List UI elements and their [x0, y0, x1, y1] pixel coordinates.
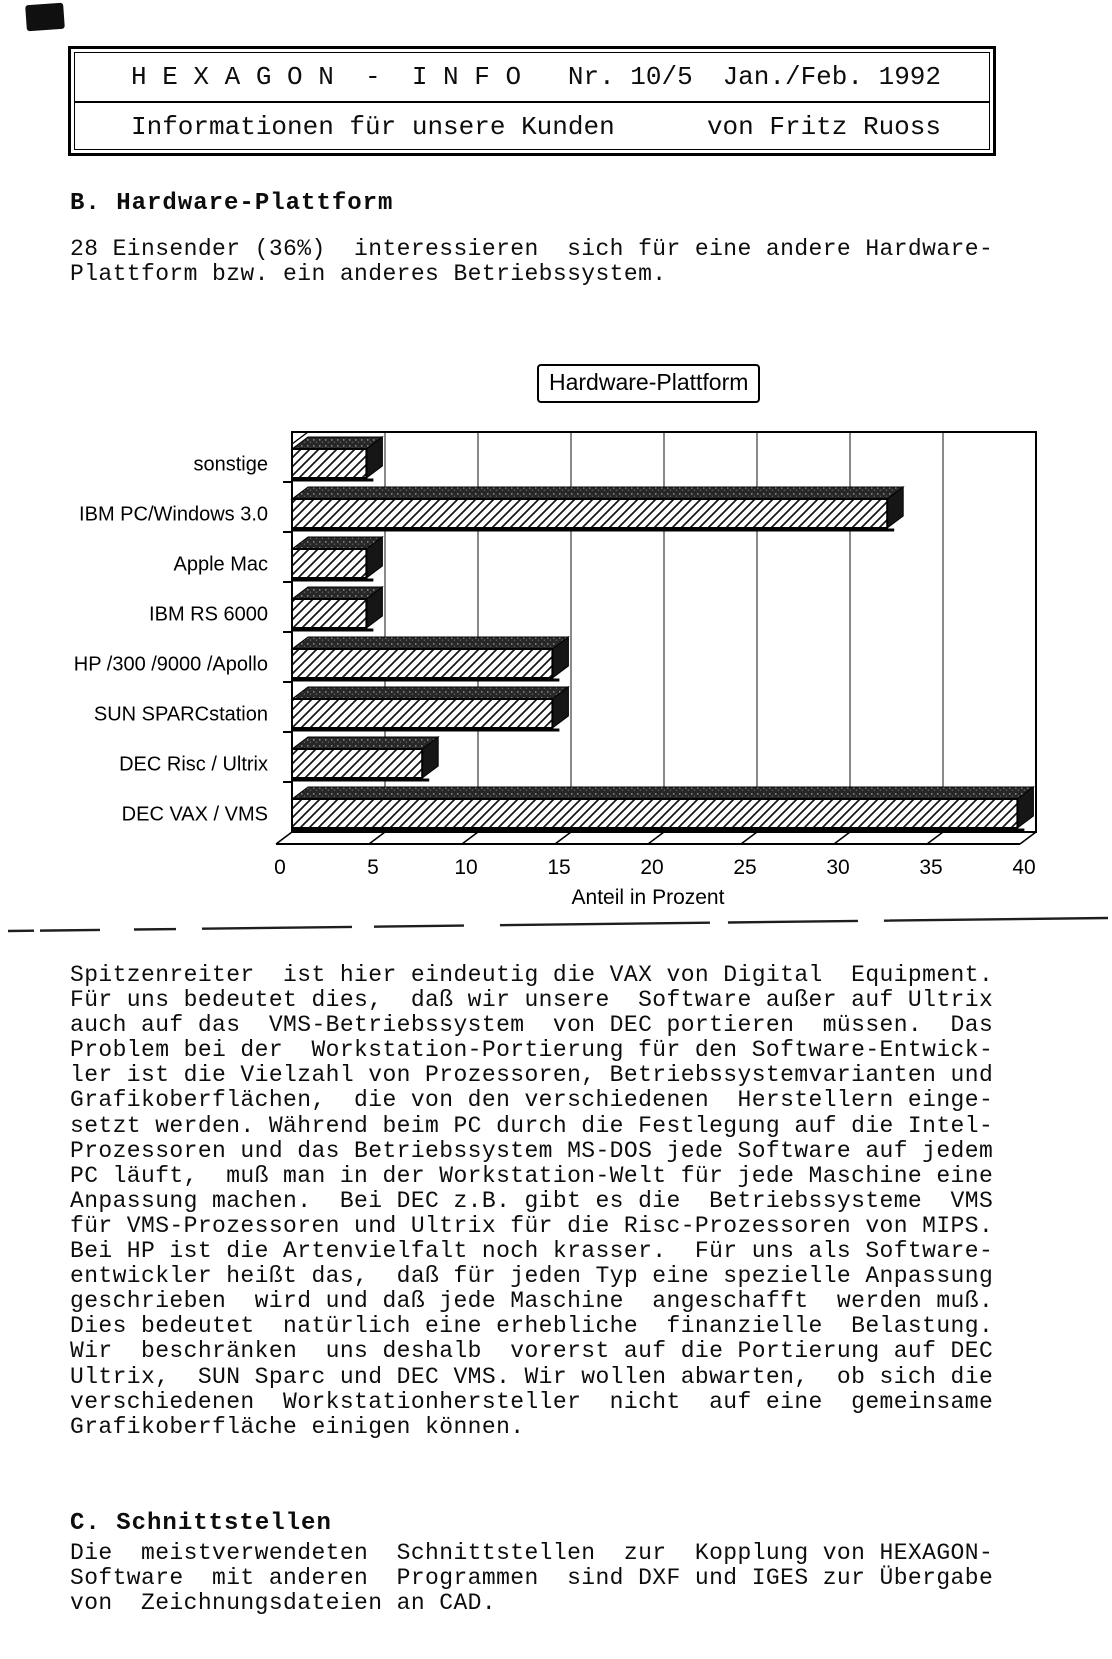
bar-front-face: [292, 449, 366, 478]
category-label: sonstige: [193, 453, 268, 476]
bar-top-face: [292, 487, 903, 499]
x-tick-bevel: [462, 832, 478, 844]
text-line: verschiedenen Workstationhersteller nicht auf eine gemeinsame: [70, 1388, 994, 1415]
category-label: DEC VAX / VMS: [121, 803, 268, 826]
bar-top-face: [292, 637, 568, 649]
x-tick-label: 25: [733, 856, 757, 879]
text-line: ler ist die Vielzahl von Prozessoren, Betriebssystemvarianten und: [70, 1062, 994, 1089]
category-label: HP /300 /9000 /Apollo: [73, 653, 268, 676]
text-line: setzt werden. Während beim PC durch die Festlegung auf die Intel-: [70, 1112, 994, 1139]
x-tick-bevel: [276, 832, 292, 844]
x-tick-bevel: [648, 832, 664, 844]
x-tick-label: 5: [367, 856, 379, 879]
section-b-heading: B. Hardware-Plattform: [70, 190, 394, 217]
header-row-subtitle: [75, 103, 989, 151]
text-line: Die meistverwendeten Schnittstellen zur Kopplung von HEXAGON-: [70, 1540, 994, 1566]
text-line: PC läuft, muß man in der Workstation-Welt für jede Maschine eine: [70, 1162, 994, 1189]
bar-front-face: [292, 499, 887, 528]
text-line: Grafikoberflächen, die von den verschiedenen Herstellern einge-: [70, 1087, 994, 1114]
text-line: Plattform bzw. ein anderes Betriebssystem.: [70, 261, 667, 288]
bar-top-face: [292, 787, 1033, 799]
section-c-heading: C. Schnittstellen: [70, 1510, 332, 1537]
bar-top-face: [292, 687, 568, 699]
section-b-intro: [70, 237, 993, 287]
bar-front-face: [292, 699, 552, 728]
x-tick-bevel: [927, 832, 943, 844]
text-line: geschrieben wird und daß jede Maschine angeschafft werden muß.: [70, 1288, 994, 1315]
scan-divider-line: [0, 912, 1112, 936]
scan-artifact: [25, 3, 65, 32]
category-label: IBM RS 6000: [149, 603, 268, 626]
newsletter-issue-date: Jan./Feb. 1992: [722, 62, 941, 92]
text-line: Ultrix, SUN Sparc und DEC VMS. Wir wollen abwarten, ob sich die: [70, 1363, 994, 1390]
x-tick-label: 20: [640, 856, 664, 879]
x-tick-label: 40: [1012, 856, 1036, 879]
text-line: für VMS-Prozessoren und Ultrix für die Risc-Prozessoren von MIPS.: [70, 1212, 994, 1239]
bar-top-face: [292, 737, 438, 749]
header-inner-frame: [74, 52, 990, 150]
text-line: Für uns bedeutet dies, daß wir unsere Software außer auf Ultrix: [70, 987, 994, 1014]
bar-front-face: [292, 749, 422, 778]
newsletter-author: von Fritz Ruoss: [706, 112, 941, 142]
text-line: Software mit anderen Programmen sind DXF und IGES zur Übergabe: [70, 1565, 994, 1592]
text-line: entwickler heißt das, daß für jeden Typ eine spezielle Anpassung: [70, 1263, 994, 1290]
category-label: Apple Mac: [173, 553, 268, 576]
newsletter-subtitle: Informationen für unsere Kunden: [131, 112, 615, 142]
chart-title: Hardware-Plattform: [537, 364, 760, 403]
text-line: Bei HP ist die Artenvielfalt noch krasser. Für uns als Software-: [70, 1238, 994, 1265]
text-line: auch auf das VMS-Betriebssystem von DEC portieren müssen. Das: [70, 1012, 994, 1039]
x-tick-bevel: [741, 832, 757, 844]
bar-front-face: [292, 799, 1017, 828]
category-label: DEC Risc / Ultrix: [119, 753, 268, 776]
text-line: von Zeichnungsdateien an CAD.: [70, 1590, 497, 1617]
x-tick-label: 10: [454, 856, 478, 879]
section-c-body: [70, 1541, 993, 1616]
text-line: Prozessoren und das Betriebssystem MS-DOS jede Software auf jedem: [70, 1137, 994, 1164]
x-tick-label: 15: [547, 856, 571, 879]
x-tick-label: 35: [919, 856, 943, 879]
newsletter-title: H E X A G O N - I N F O Nr. 10/5: [131, 62, 693, 92]
header-row-title: [75, 53, 989, 103]
bar-chart-canvas: [60, 420, 1070, 920]
text-line: 28 Einsender (36%) interessieren sich für eine andere Hardware-: [70, 236, 994, 262]
text-line: Dies bedeutet natürlich eine erhebliche finanzielle Belastung.: [70, 1313, 994, 1340]
x-tick-label: 30: [826, 856, 850, 879]
header-box: [68, 46, 996, 156]
text-line: Spitzenreiter ist hier eindeutig die VAX von Digital Equipment.: [70, 962, 994, 988]
bar-front-face: [292, 549, 366, 578]
x-tick-bevel: [834, 832, 850, 844]
x-tick-bevel: [555, 832, 571, 844]
bar-front-face: [292, 599, 366, 628]
hardware-platform-chart: [60, 340, 1070, 909]
x-tick-label: 0: [274, 856, 286, 879]
section-b-body: [70, 963, 993, 1440]
text-line: Anpassung machen. Bei DEC z.B. gibt es die Betriebssysteme VMS: [70, 1187, 994, 1214]
text-line: Grafikoberfläche einigen können.: [70, 1413, 525, 1440]
category-label: IBM PC/Windows 3.0: [79, 503, 268, 526]
x-tick-bevel: [1020, 832, 1036, 844]
text-line: Problem bei der Workstation-Portierung für den Software-Entwick-: [70, 1037, 994, 1064]
bar-front-face: [292, 649, 552, 678]
text-line: Wir beschränken uns deshalb vorerst auf die Portierung auf DEC: [70, 1338, 994, 1365]
category-label: SUN SPARCstation: [93, 703, 268, 726]
x-axis-label: Anteil in Prozent: [571, 886, 725, 909]
x-tick-bevel: [369, 832, 385, 844]
